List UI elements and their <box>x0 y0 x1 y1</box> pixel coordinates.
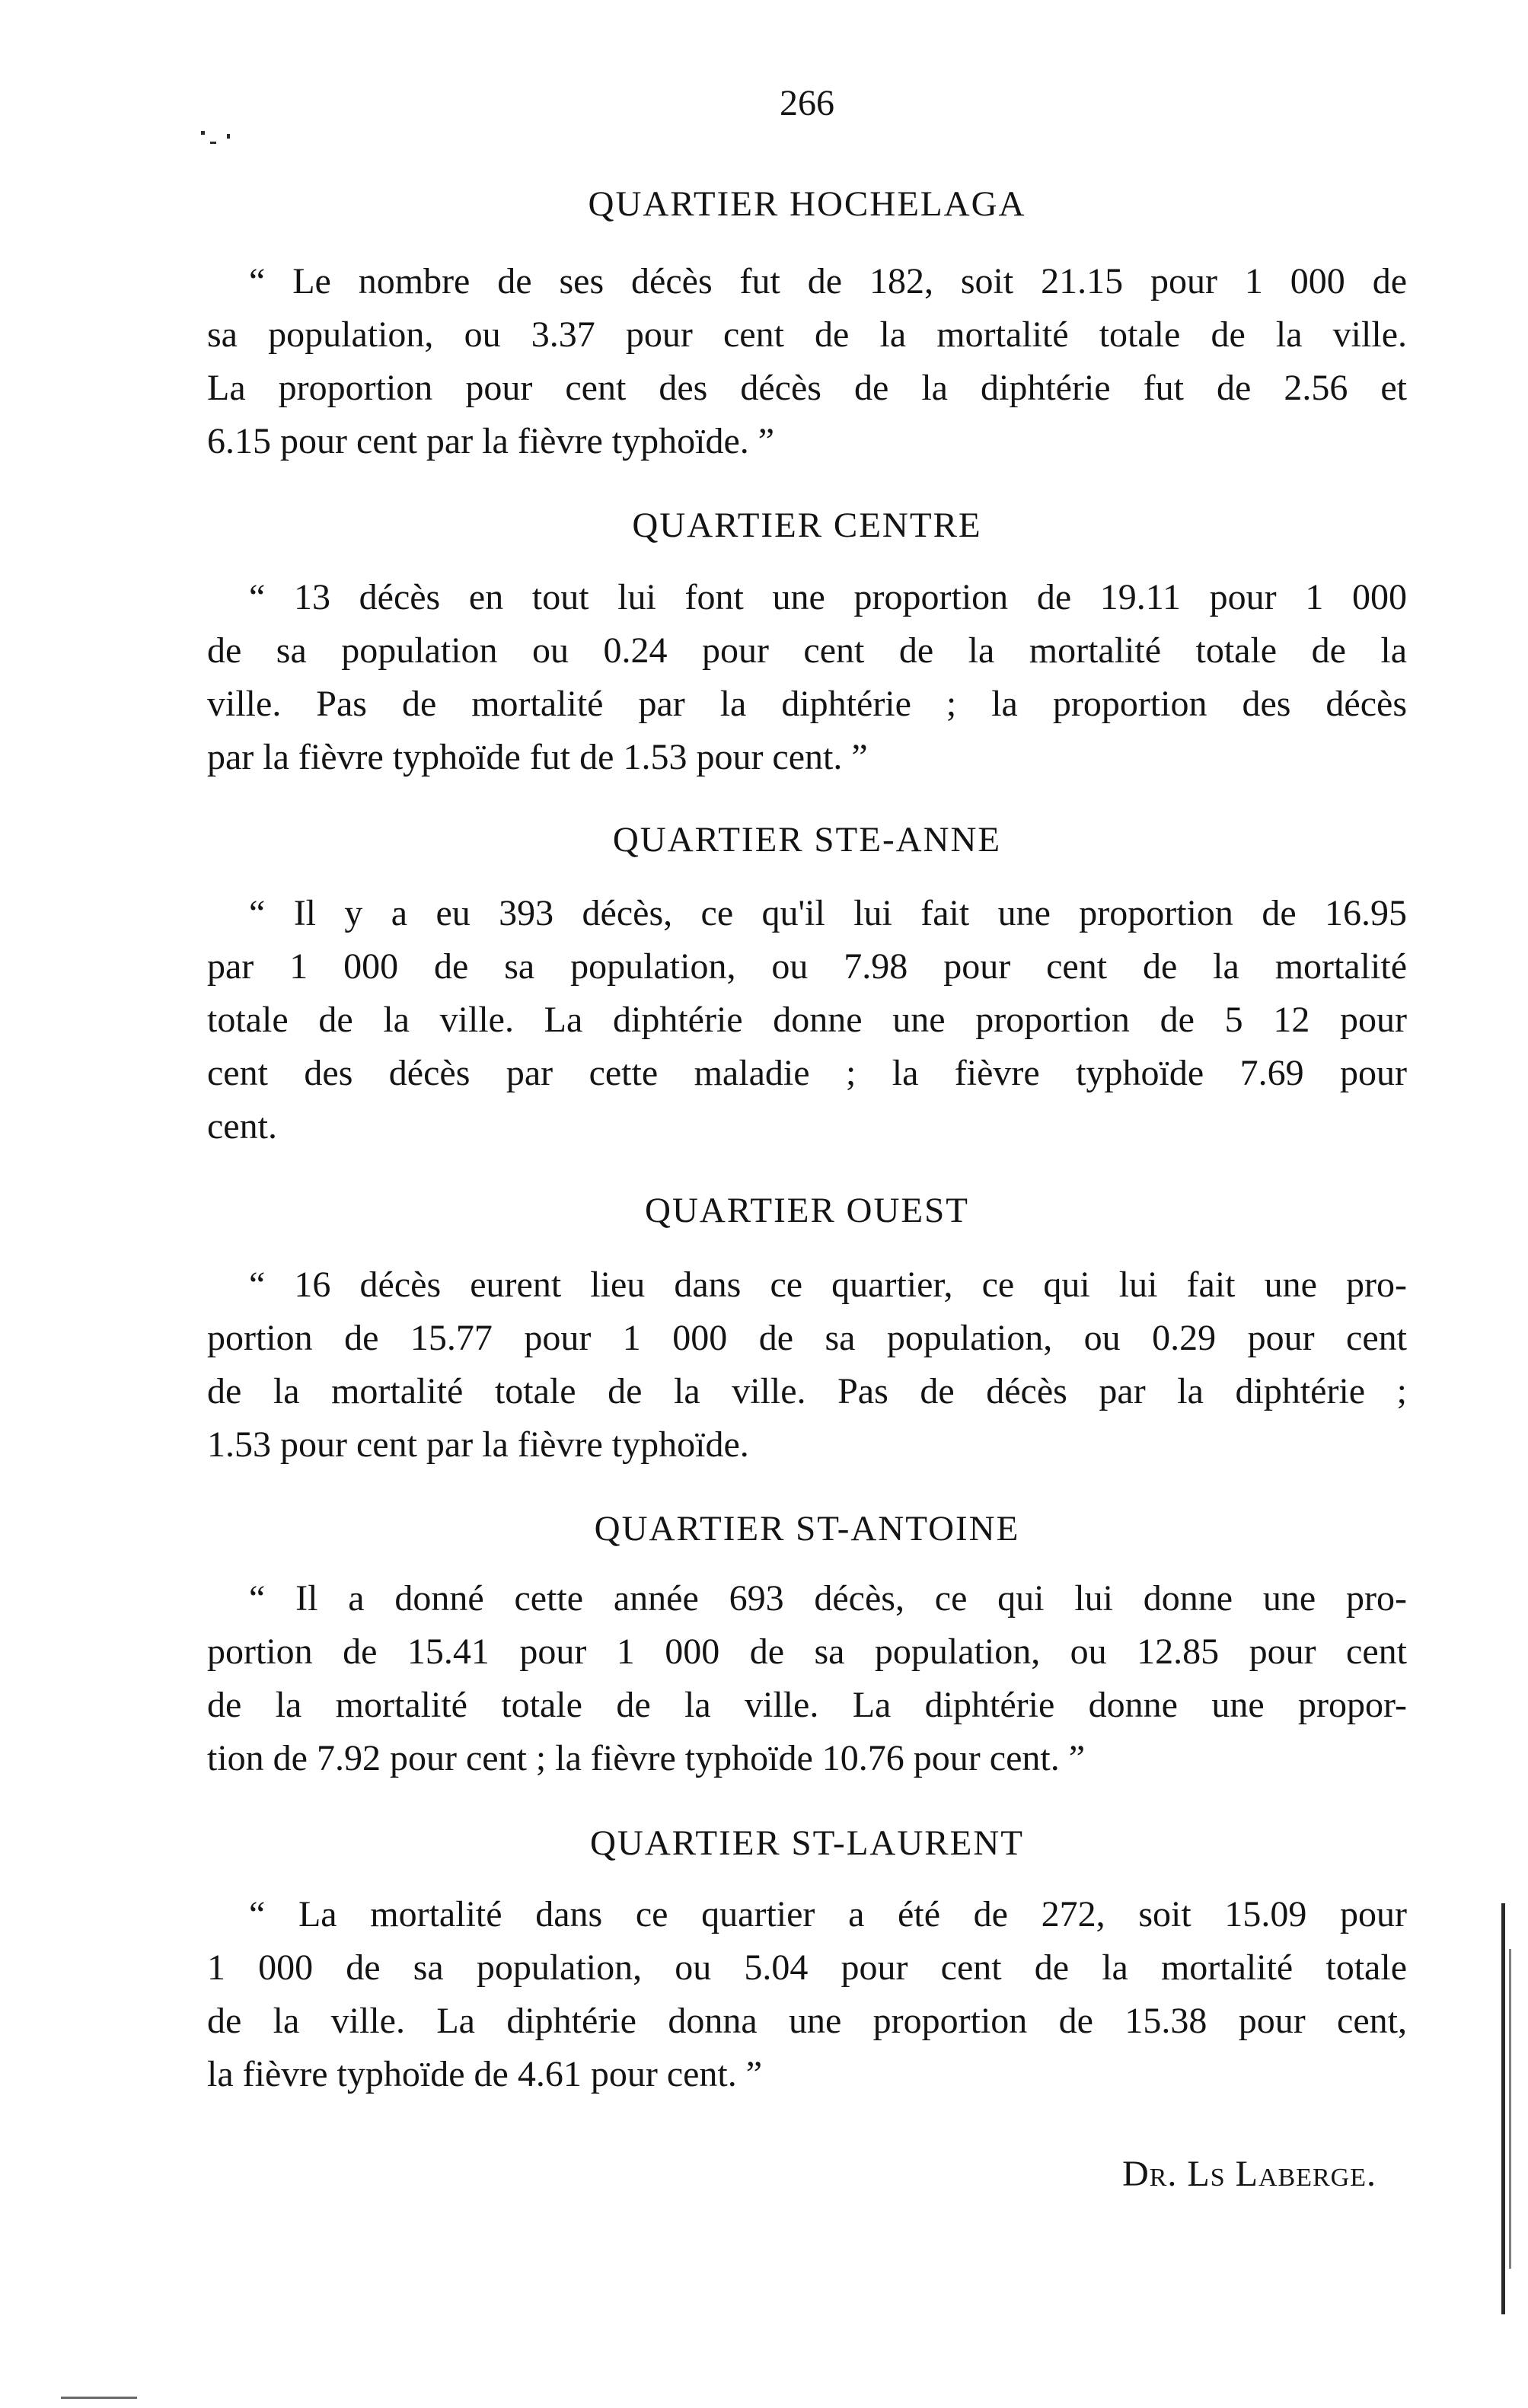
section-heading-ouest: QUARTIER OUEST <box>645 1191 969 1230</box>
paragraph-line: de la mortalité totale de la ville. La diphtérie donne une propor- <box>207 1685 1407 1725</box>
paragraph-line: “ Le nombre de ses décès fut de 182, soit 21.15 pour 1 000 de <box>249 261 1407 301</box>
paragraph-line: de la ville. La diphtérie donna une proportion de 15.38 pour cent, <box>207 2001 1407 2041</box>
paragraph-line: par 1 000 de sa population, ou 7.98 pour cent de la mortalité <box>207 946 1407 987</box>
paragraph-line: “ La mortalité dans ce quartier a été de 272, soit 15.09 pour <box>249 1894 1407 1934</box>
paragraph-line: cent des décès par cette maladie ; la fièvre typhoïde 7.69 pour <box>207 1053 1407 1093</box>
paragraph-line: sa population, ou 3.37 pour cent de la mortalité totale de la ville. <box>207 314 1407 355</box>
page-number: 266 <box>780 83 834 123</box>
paragraph-line: par la fièvre typhoïde fut de 1.53 pour cent. ” <box>207 737 868 777</box>
scan-speck <box>201 131 205 135</box>
paragraph-line: “ Il y a eu 393 décès, ce qu'il lui fait une proportion de 16.95 <box>249 893 1407 933</box>
paragraph-st-laurent <box>207 1888 1407 2101</box>
scan-edge-line <box>61 2397 137 2399</box>
paragraph-line: “ Il a donné cette année 693 décès, ce qui lui donne une pro- <box>249 1578 1407 1619</box>
paragraph-st-antoine <box>207 1572 1407 1785</box>
paragraph-line: portion de 15.41 pour 1 000 de sa population, ou 12.85 pour cent <box>207 1631 1407 1672</box>
paragraph-line: de sa population ou 0.24 pour cent de la mortalité totale de la <box>207 630 1407 671</box>
paragraph-line: totale de la ville. La diphtérie donne une proportion de 5 12 pour <box>207 1000 1407 1040</box>
section-heading-hochelaga: QUARTIER HOCHELAGA <box>588 184 1026 224</box>
paragraph-line: 6.15 pour cent par la fièvre typhoïde. ” <box>207 421 775 461</box>
section-heading-st-laurent: QUARTIER ST-LAURENT <box>589 1823 1024 1863</box>
section-heading-centre: QUARTIER CENTRE <box>632 506 982 545</box>
paragraph-line: portion de 15.77 pour 1 000 de sa population, ou 0.29 pour cent <box>207 1318 1407 1358</box>
scan-speck <box>210 142 216 144</box>
paragraph-line: “ 13 décès en tout lui font une proportion de 19.11 pour 1 000 <box>249 577 1407 617</box>
paragraph-line: la fièvre typhoïde de 4.61 pour cent. ” <box>207 2054 763 2094</box>
section-heading-st-antoine: QUARTIER ST-ANTOINE <box>594 1509 1020 1548</box>
paragraph-centre <box>207 571 1407 784</box>
author-signature: Dr. Ls Laberge. <box>1122 2154 1376 2194</box>
paragraph-line: 1.53 pour cent par la fièvre typhoïde. <box>207 1424 749 1465</box>
paragraph-line: cent. <box>207 1106 277 1147</box>
section-heading-ste-anne: QUARTIER STE-ANNE <box>612 820 1002 860</box>
paragraph-line: “ 16 décès eurent lieu dans ce quartier, ce qui lui fait une pro- <box>249 1265 1407 1305</box>
paragraph-ouest <box>207 1258 1407 1472</box>
scan-speck <box>227 134 230 139</box>
scan-binding-edge <box>1509 1949 1511 2269</box>
paragraph-hochelaga <box>207 255 1407 468</box>
paragraph-line: La proportion pour cent des décès de la diphtérie fut de 2.56 et <box>207 368 1407 408</box>
paragraph-line: ville. Pas de mortalité par la diphtérie ; la proportion des décès <box>207 684 1407 724</box>
paragraph-line: 1 000 de sa population, ou 5.04 pour cent de la mortalité totale <box>207 1947 1407 1988</box>
scan-binding-edge <box>1501 1903 1505 2314</box>
paragraph-ste-anne <box>207 887 1407 1153</box>
paragraph-line: tion de 7.92 pour cent ; la fièvre typhoïde 10.76 pour cent. ” <box>207 1738 1086 1778</box>
paragraph-line: de la mortalité totale de la ville. Pas de décès par la diphtérie ; <box>207 1371 1407 1411</box>
